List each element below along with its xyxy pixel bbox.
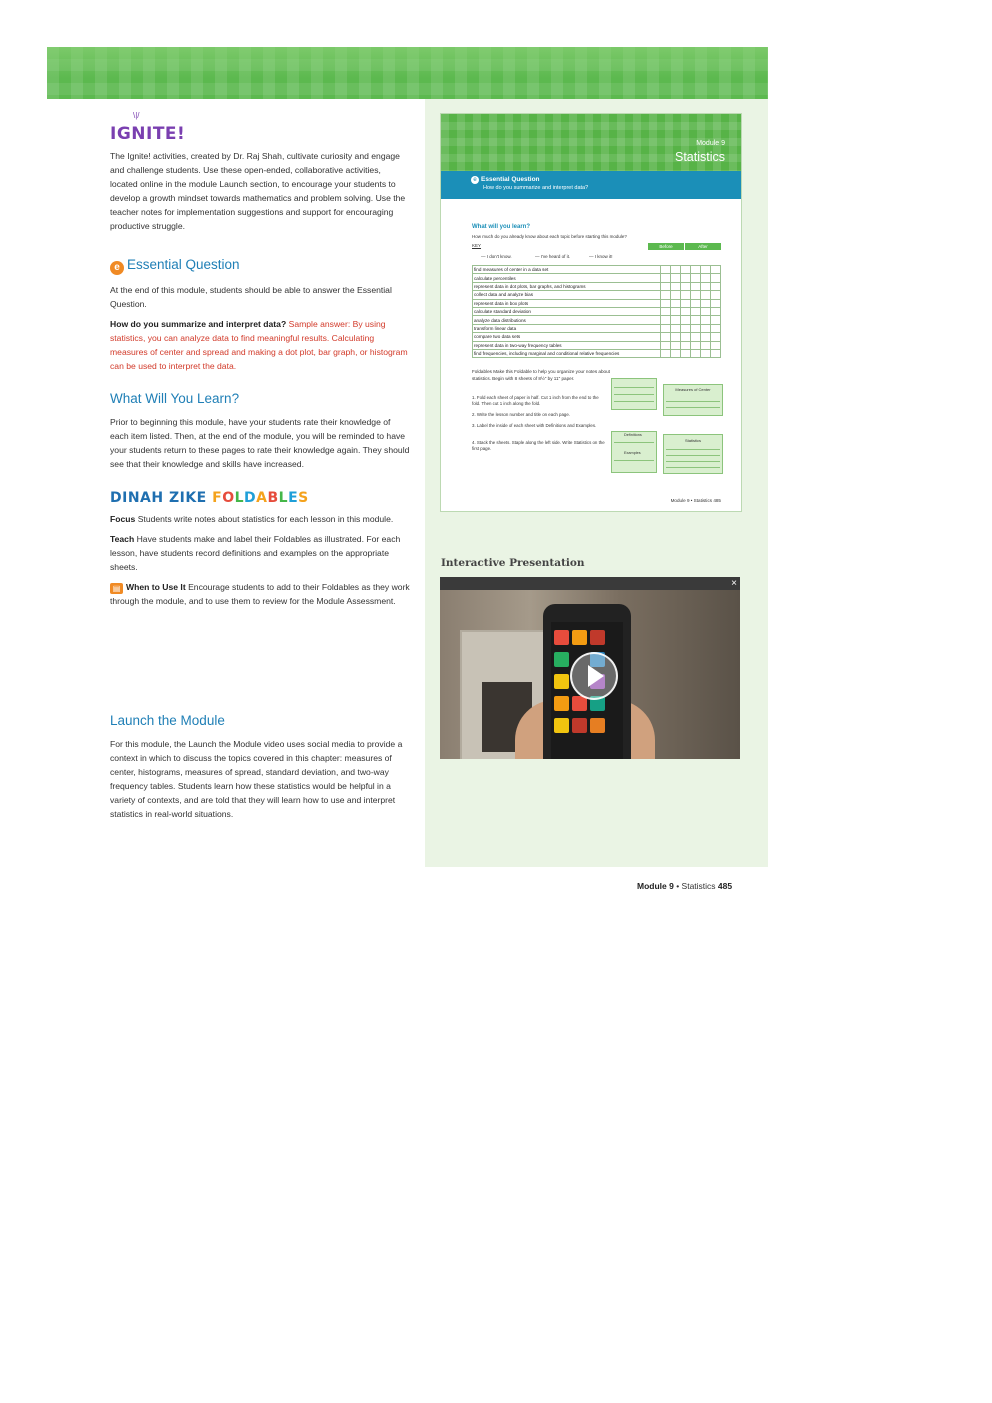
thumbnail-step-4: 4. Stack the sheets. Staple along the left side. Write Statistics on the first page.	[472, 440, 605, 451]
rating-cell	[691, 282, 701, 290]
rating-cell	[671, 282, 681, 290]
thumbnail-module: Module 9	[696, 140, 725, 147]
rating-cell	[681, 274, 691, 282]
thumbnail-eq-text: How do you summarize and interpret data?	[483, 185, 589, 191]
rating-cell	[681, 291, 691, 299]
rating-cell	[711, 333, 721, 341]
rating-cell	[671, 349, 681, 357]
rating-cell	[661, 324, 671, 332]
rating-cell	[681, 307, 691, 315]
student-page-thumbnail	[440, 113, 742, 512]
rating-row	[473, 282, 721, 290]
rating-row	[473, 299, 721, 307]
essential-question-heading: e Essential Question	[110, 257, 410, 275]
thumbnail-key-1: — I don't know.	[481, 254, 512, 259]
rating-cell	[701, 333, 711, 341]
essential-question-section	[110, 257, 410, 379]
rating-cell	[681, 341, 691, 349]
rating-cell	[711, 324, 721, 332]
essential-question-intro: At the end of this module, students should be able to answer the Essential Question.	[110, 285, 392, 309]
thumbnail-key: KEY	[472, 243, 482, 248]
thumbnail-before-header: Before	[648, 243, 684, 250]
thumbnail-wwyl: What will you learn?	[472, 224, 531, 230]
rating-cell	[691, 291, 701, 299]
launch-section	[110, 713, 410, 827]
rating-cell	[681, 349, 691, 357]
rating-cell	[681, 299, 691, 307]
rating-row-label: collect data and analyze bias	[473, 291, 661, 299]
rating-cell	[691, 274, 701, 282]
header-banner	[47, 47, 768, 99]
what-will-you-learn-section	[110, 391, 410, 477]
rating-cell	[681, 324, 691, 332]
rating-cell	[711, 307, 721, 315]
thumbnail-foldables-intro: Foldables Make this Foldable to help you organize your notes about statistics. Begin with 8 sheets of 8½" by 11" paper.	[472, 369, 610, 381]
rating-cell	[691, 349, 701, 357]
rating-cell	[701, 316, 711, 324]
rating-cell	[691, 341, 701, 349]
fold-illustration-1	[611, 378, 657, 410]
foldables-teach: Teach Have students make and label their Foldables as illustrated. For each lesson, have students record definitions and examples on the appropriate sheets.	[110, 534, 401, 572]
fold-illustration-4: Statistics	[663, 434, 723, 474]
foldables-when: ▤ When to Use It Encourage students to add to their Foldables as they work through the module, and to use them to review for the Module Assessment.	[110, 582, 410, 606]
rating-cell	[661, 307, 671, 315]
rating-cell	[711, 291, 721, 299]
thumbnail-step-3: 3. Label the inside of each sheet with Definitions and Examples.	[472, 423, 597, 428]
rating-cell	[711, 341, 721, 349]
ignite-logo: IGNITE!	[110, 124, 186, 144]
thumbnail-after-header: After	[685, 243, 721, 250]
rating-row-label: analyze data distributions	[473, 316, 661, 324]
rating-row-label: find frequencies, including marginal and conditional relative frequencies	[473, 349, 661, 357]
play-button[interactable]	[570, 652, 618, 700]
rating-cell	[711, 266, 721, 274]
video-title-bar	[440, 577, 740, 590]
rating-cell	[691, 324, 701, 332]
rating-row-label: represent data in box plots	[473, 299, 661, 307]
rating-cell	[691, 333, 701, 341]
rating-row-label: calculate standard deviation	[473, 307, 661, 315]
thumbnail-eq-bar	[441, 171, 741, 199]
video-player[interactable]	[440, 577, 740, 759]
rating-cell	[671, 274, 681, 282]
ignite-section	[110, 149, 410, 239]
rating-cell	[661, 291, 671, 299]
rating-cell	[701, 324, 711, 332]
thumbnail-banner	[441, 114, 741, 171]
rating-cell	[661, 349, 671, 357]
rating-row	[473, 333, 721, 341]
page-footer: Module 9 • Statistics 485	[637, 881, 733, 891]
rating-row	[473, 307, 721, 315]
rating-cell	[701, 274, 711, 282]
rating-cell	[691, 316, 701, 324]
thumbnail-title: Statistics	[674, 150, 725, 164]
rating-cell	[661, 341, 671, 349]
interactive-presentation-title: Interactive Presentation	[441, 557, 585, 569]
rating-row-label: find measures of center in a data set	[473, 266, 661, 274]
rating-cell	[711, 274, 721, 282]
rating-cell	[671, 266, 681, 274]
rating-row	[473, 291, 721, 299]
rating-row-label: represent data in two-way frequency tables	[473, 341, 661, 349]
fold-illustration-2: Measures of Center	[663, 384, 723, 416]
thumbnail-key-3: — I know it!	[589, 254, 613, 259]
rating-cell	[661, 333, 671, 341]
knowledge-rating-table	[472, 265, 721, 358]
rating-row-label: transform linear data	[473, 324, 661, 332]
rating-cell	[671, 341, 681, 349]
thumbnail-eq-icon: e	[471, 176, 479, 184]
rating-cell	[691, 307, 701, 315]
rating-cell	[701, 282, 711, 290]
rating-row	[473, 274, 721, 282]
rating-cell	[711, 282, 721, 290]
rating-cell	[671, 324, 681, 332]
rating-cell	[681, 316, 691, 324]
book-icon: ▤	[110, 583, 123, 594]
thumbnail-eq-title: Essential Question	[481, 176, 540, 183]
rating-cell	[681, 333, 691, 341]
launch-heading: Launch the Module	[110, 713, 225, 728]
rating-row	[473, 316, 721, 324]
dinah-zike-foldables-logo: DINAH ZIKE FOLDABLES	[110, 490, 309, 506]
rating-cell	[671, 299, 681, 307]
rating-cell	[671, 291, 681, 299]
foldables-section	[110, 512, 410, 614]
rating-cell	[661, 282, 671, 290]
rating-cell	[661, 316, 671, 324]
rating-cell	[701, 266, 711, 274]
rating-row	[473, 324, 721, 332]
thumbnail-step-1: 1. Fold each sheet of paper in half. Cut 1 inch from the end to the fold. Then cut 1 inch along the fold.	[472, 395, 599, 406]
launch-body: For this module, the Launch the Module video uses social media to provide a context in which to discuss the topics covered in this chapter: measures of center, histograms, measures of spread, standard deviation, and two-way frequency tables. Students learn how these statistics would be helpful in a variety of contexts, and are told that they will learn how to use and interpret statistics in real-world situations.	[110, 739, 403, 819]
rating-cell	[701, 291, 711, 299]
thumbnail-page-footer: Module 9 • Statistics 485	[670, 498, 721, 503]
rating-cell	[671, 333, 681, 341]
rating-row	[473, 349, 721, 357]
rating-cell	[711, 299, 721, 307]
rating-cell	[701, 299, 711, 307]
ignite-body: The Ignite! activities, created by Dr. Raj Shah, cultivate curiosity and engage and challenge students. Use these open-ended, collaborative activities, located online in the module Launch section, to encourage your students to develop a growth mindset towards mathematics and problem solving. Use the teacher notes for implementation suggestions and support for encouraging productive struggle.	[110, 151, 406, 231]
rating-cell	[701, 341, 711, 349]
rating-cell	[661, 274, 671, 282]
close-icon[interactable]: ×	[731, 578, 737, 589]
rating-row-label: compare two data sets	[473, 333, 661, 341]
what-will-you-learn-body: Prior to beginning this module, have your students rate their knowledge of each item listed. Then, at the end of the module, you will be reminded to have your students return to these pages to rate their knowledge again. They should see that their knowledge and skills have increased.	[110, 417, 410, 469]
rating-cell	[671, 316, 681, 324]
thumbnail-step-2: 2. Write the lesson number and title on each page.	[472, 412, 571, 417]
foldables-focus: Focus Students write notes about statistics for each lesson in this module.	[110, 514, 394, 524]
rating-cell	[661, 266, 671, 274]
rating-cell	[661, 299, 671, 307]
rating-cell	[691, 299, 701, 307]
thumbnail-wwyl-sub: How much do you already know about each topic before starting this module?	[472, 234, 627, 239]
rating-cell	[681, 282, 691, 290]
rating-cell	[691, 266, 701, 274]
ignite-rays-icon: \|/	[133, 111, 140, 120]
rating-cell	[701, 307, 711, 315]
rating-cell	[701, 349, 711, 357]
essential-question-icon: e	[110, 261, 124, 275]
thumbnail-key-2: — I've heard of it.	[535, 254, 571, 259]
what-will-you-learn-heading: What Will You Learn?	[110, 391, 240, 406]
rating-row	[473, 341, 721, 349]
rating-cell	[711, 316, 721, 324]
fold-illustration-3: Definitions Examples	[611, 431, 657, 473]
rating-row	[473, 266, 721, 274]
rating-row-label: calculate percentiles	[473, 274, 661, 282]
rating-cell	[681, 266, 691, 274]
rating-cell	[671, 307, 681, 315]
essential-question-answer: How do you summarize and interpret data? Sample answer: By using statistics, you can analyze data to find meaningful results. Calculating measures of center and spread and making a dot plot, bar graph, or histogram can be used to interpret the data.	[110, 319, 408, 371]
rating-row-label: represent data in dot plots, bar graphs, and histograms	[473, 282, 661, 290]
rating-cell	[711, 349, 721, 357]
